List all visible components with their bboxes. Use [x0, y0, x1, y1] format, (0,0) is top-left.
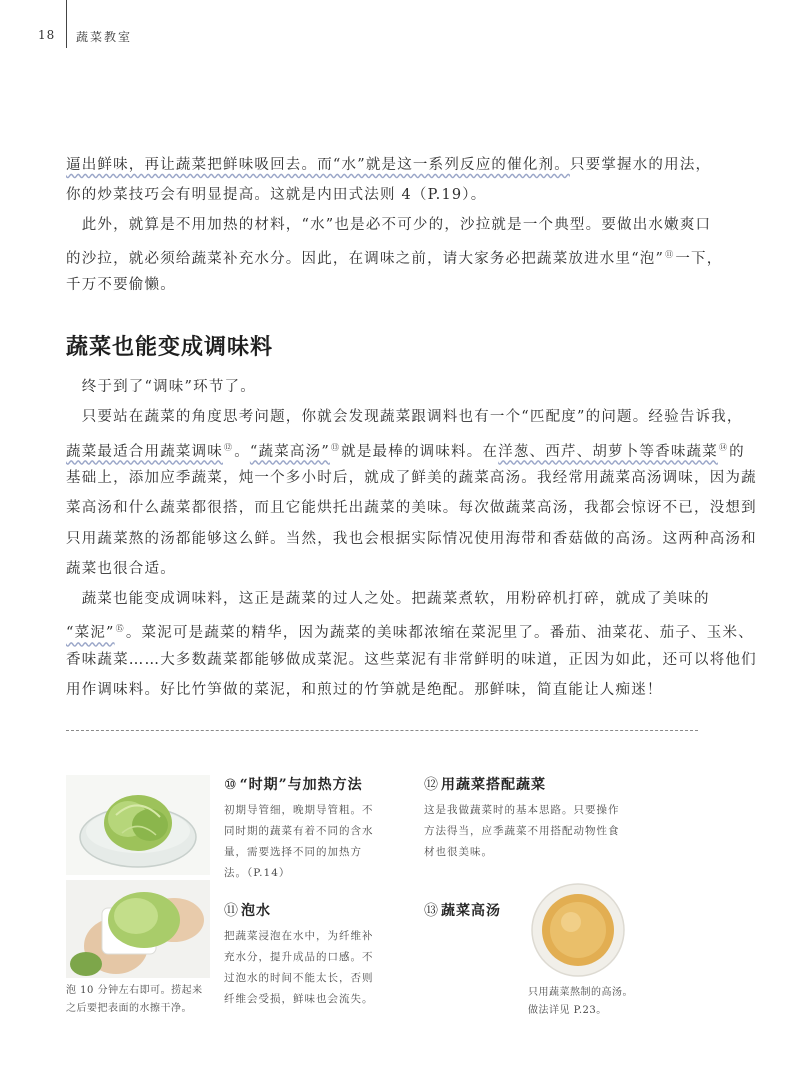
text-line	[66, 554, 176, 584]
section-heading: 蔬菜也能变成调味料	[66, 334, 274, 360]
text-line	[66, 645, 757, 675]
text-span: 终于到了“调味”环节了。	[66, 379, 256, 395]
text-line	[66, 675, 663, 705]
note-title-text: “时期”与加热方法	[239, 777, 363, 793]
underlined-phrase: “菜泥”	[66, 625, 115, 642]
note-title-text: 用蔬菜搭配蔬菜	[441, 777, 546, 793]
lettuce-drying-photo	[66, 880, 210, 978]
note-body	[224, 926, 374, 1010]
text-line	[66, 270, 176, 300]
text-span: 只用蔬菜熬的汤都能够这么鲜。当然，我也会根据实际情况使用海带和香菇做的高汤。这两种高汤和	[66, 530, 757, 547]
text-span: 。	[234, 443, 250, 460]
note-line: 纤维会受损，鲜味也会流失。	[224, 993, 374, 1005]
note-body	[224, 800, 374, 884]
reference-mark: ⑭	[718, 442, 729, 452]
note-title-text: 蔬菜高汤	[441, 903, 501, 919]
dashed-separator	[66, 730, 698, 731]
text-span: 菜高汤和什么蔬菜都很搭，而且它能烘托出蔬菜的美味。每次做蔬菜高汤，我都会惊讶不已，没想到	[66, 500, 757, 517]
text-line	[66, 614, 754, 648]
lettuce-bowl-illustration	[66, 775, 210, 875]
note-line: 量，需要选择不同的加热方	[224, 846, 362, 858]
text-span: 只要掌握水的用法，	[569, 157, 712, 173]
note-number: ⑪	[224, 903, 239, 919]
note-number: ⑫	[424, 777, 439, 793]
note-line: 同时期的蔬菜有着不同的含水	[224, 825, 374, 837]
text-line	[66, 372, 256, 402]
text-span: 基础上，添加应季蔬菜，炖一个多小时后，就成了鲜美的蔬菜高汤。我经常用蔬菜高汤调味，因为蔬	[66, 469, 757, 486]
text-line	[66, 463, 757, 493]
broth-caption-line: 做法详见 P.23。	[528, 1005, 607, 1016]
note-line: 方法得当，应季蔬菜不用搭配动物性食	[424, 825, 620, 837]
reference-mark: ⑪	[665, 250, 675, 259]
text-span: 香味蔬菜……大多数蔬菜都能够做成菜泥。这些菜泥有非常鲜明的味道，正因为如此，还可以将他们	[66, 651, 757, 668]
note-title	[224, 900, 374, 920]
note-title	[424, 774, 620, 794]
text-span: 只要站在蔬菜的角度思考问题，你就会发现蔬菜跟调料也有一个“匹配度”的问题。经验告诉我，	[66, 409, 743, 426]
reference-mark: ⑮	[115, 624, 125, 634]
text-line	[66, 402, 743, 432]
text-span: 你的炒菜技巧会有明显提高。这就是内田式法则 4（P.19）。	[66, 187, 487, 203]
note-soaking	[224, 900, 374, 1010]
broth-caption-line: 只用蔬菜熬制的高汤。	[528, 987, 633, 998]
text-span: 一下，	[675, 251, 723, 267]
note-title	[224, 774, 374, 794]
note-line: 过泡水的时间不能太长，否则	[224, 972, 374, 984]
broth-bowl-illustration	[528, 880, 628, 980]
note-vegetable-pairing	[424, 774, 620, 863]
page-number: 18	[38, 28, 56, 42]
broth-caption	[528, 984, 633, 1020]
text-line	[66, 180, 486, 210]
broth-photo	[528, 880, 628, 980]
note-title-text: 泡水	[241, 903, 271, 919]
text-span: 用作调味料。好比竹笋做的菜泥，和煎过的竹笋就是绝配。那鲜味，简直能让人痴迷！	[66, 682, 663, 698]
section-title: 蔬菜教室	[76, 30, 133, 44]
note-title	[424, 900, 501, 920]
note-line: 材也很美味。	[424, 846, 493, 858]
text-line	[66, 210, 711, 240]
text-line	[66, 584, 710, 614]
lettuce-caption-line: 之后要把表面的水擦干净。	[66, 1003, 192, 1014]
text-line	[66, 433, 745, 467]
text-span: 蔬菜也能变成调味料，这正是蔬菜的过人之处。把蔬菜煮软，用粉碎机打碎，就成了美味的	[66, 591, 710, 608]
lettuce-caption	[66, 982, 203, 1018]
underlined-phrase: “蔬菜高汤”	[249, 443, 330, 460]
underlined-phrase: 蔬菜最适合用蔬菜调味	[66, 443, 223, 460]
text-line	[66, 150, 711, 180]
note-line: 这是我做蔬菜时的基本思路。只要操作	[424, 804, 620, 816]
text-span: 此外，就算是不用加热的材料，“水”也是必不可少的，沙拉就是一个典型。要做出水嫩爽口	[66, 217, 712, 233]
text-span: 的	[729, 443, 745, 460]
text-span: 就是最棒的调味料。在	[341, 443, 499, 460]
reference-mark: ⑬	[330, 442, 341, 452]
note-line: 充水分，提升成品的口感。不	[224, 951, 374, 963]
text-span: 千万不要偷懒。	[66, 277, 176, 293]
lettuce-bowl-photo	[66, 775, 210, 875]
underlined-phrase: 洋葱、西芹、胡萝卜等香味蔬菜	[498, 443, 718, 460]
underlined-phrase: 逼出鲜味，再让蔬菜把鲜味吸回去。而“水”就是这一系列反应的催化剂。	[66, 157, 570, 173]
reference-mark: ⑫	[224, 442, 234, 452]
note-body	[424, 800, 620, 863]
text-span: 的沙拉，就必须给蔬菜补充水分。因此，在调味之前，请大家务必把蔬菜放进水里“泡”	[66, 251, 665, 267]
header-divider	[66, 0, 67, 48]
note-number: ⑬	[424, 903, 439, 919]
note-number: ⑩	[224, 777, 238, 793]
note-line: 初期导管细，晚期导管粗。不	[224, 804, 374, 816]
note-line: 法。（P.14）	[224, 867, 291, 879]
text-line	[66, 240, 722, 274]
note-line: 把蔬菜浸泡在水中，为纤维补	[224, 930, 374, 942]
text-span: 。菜泥可是蔬菜的精华，因为蔬菜的美味都浓缩在菜泥里了。番茄、油菜花、茄子、玉米、	[125, 625, 754, 642]
hands-towel-illustration	[66, 880, 210, 978]
note-timing	[224, 774, 374, 884]
lettuce-caption-line: 泡 10 分钟左右即可。捞起来	[66, 985, 203, 996]
text-line	[66, 493, 757, 523]
text-line	[66, 524, 757, 554]
note-vegetable-broth	[424, 900, 501, 920]
text-span: 蔬菜也很合适。	[66, 560, 176, 577]
